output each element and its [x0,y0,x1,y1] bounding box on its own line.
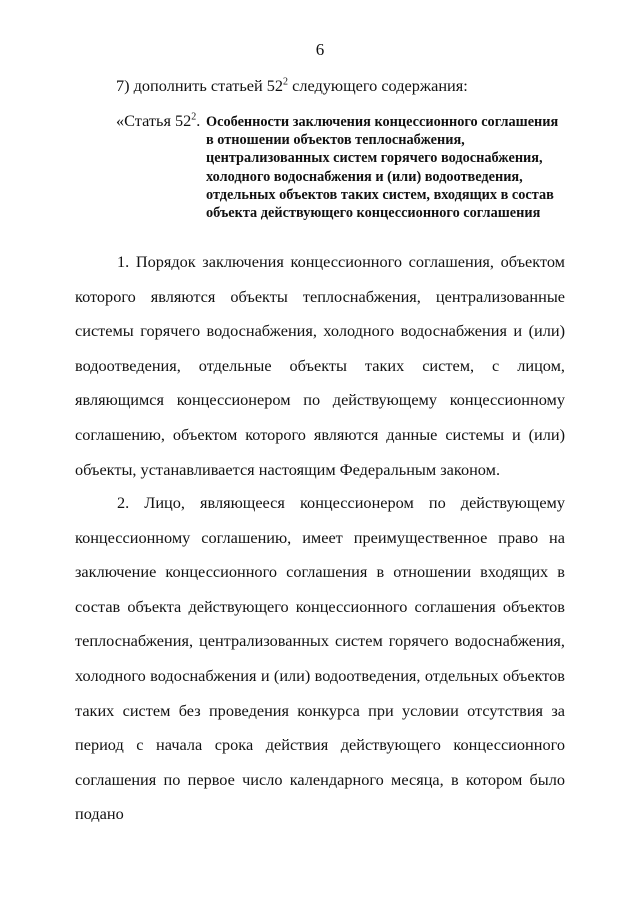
article-label-prefix: «Статья 52 [116,111,192,130]
paragraph-2 [75,486,565,832]
intro-text-before: 7) дополнить статьей 52 [116,76,284,95]
amendment-intro [116,76,468,96]
article-label-superscript: 2 [191,111,197,123]
intro-superscript: 2 [283,76,289,88]
article-title: Особенности заключения концессионного соглашения в отношении объектов теплоснабжения, централизованных систем горячего водоснабжения, холодного водоснабжения и (или) водоотведения, отдельных объектов таких систем, входящих в состав объекта действующего концессионного соглашения [206,114,559,222]
page-number: 6 [315,40,325,59]
article-label [116,111,200,131]
paragraph-1 [75,245,565,487]
paragraph-2-text: 2. Лицо, являющееся концессионером по действующему концессионному соглашению, имеет преимущественное право на заключение концессионного соглашения в отношении входящих в состав объекта действующего концессионного соглашения объектов теплоснабжения, централизованных систем горячего водоснабжения, холодного водоснабжения и (или) водоотведения, отдельных объектов таких систем без проведения конкурса при условии отсутствия за период с начала срока действия действующего концессионного соглашения по первое число календарного месяца, в котором было подано [75,493,565,824]
paragraph-1-text: 1. Порядок заключения концессионного соглашения, объектом которого являются объекты теплоснабжения, централизованные системы горячего водоснабжения, холодного водоснабжения и (или) водоотведения, отдельные объекты таких систем, с лицом, являющимся концессионером по действующему концессионному соглашению, объектом которого являются данные системы и (или) объекты, устанавливается настоящим Федеральным законом. [75,252,565,479]
intro-text-after: следующего содержания: [288,76,468,95]
article-label-suffix: . [196,111,201,130]
